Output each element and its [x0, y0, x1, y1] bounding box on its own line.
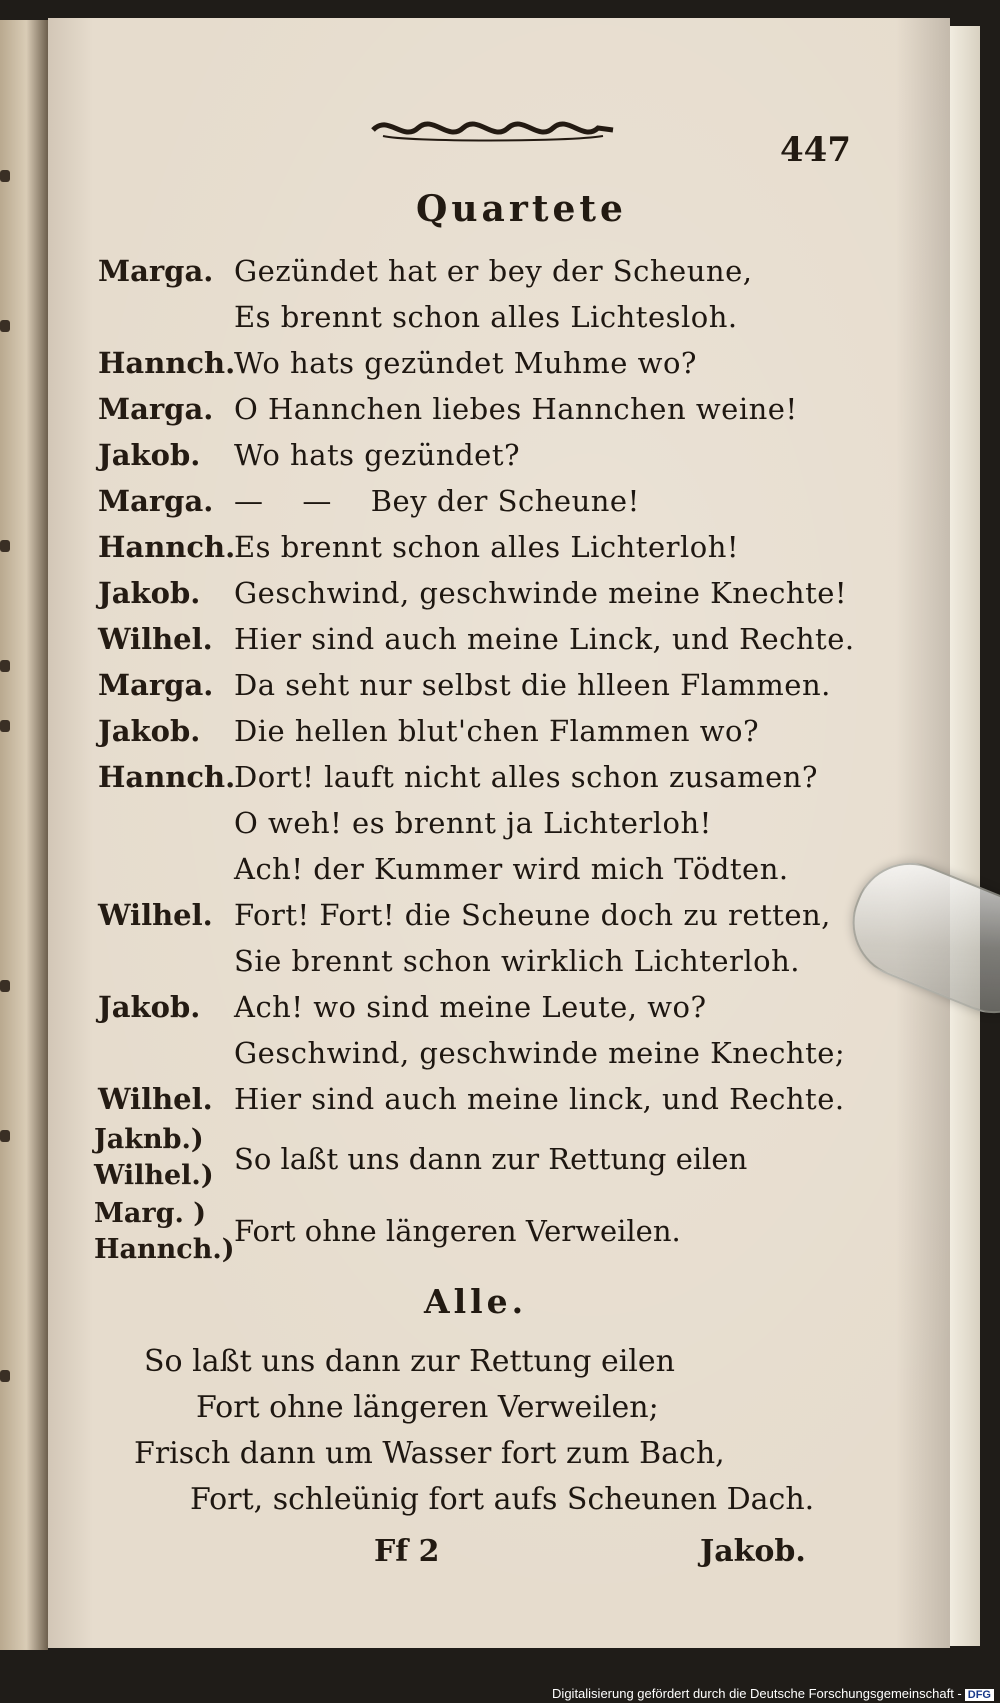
dialogue-line [48, 300, 950, 346]
duet-verse: So laßt uns dann zur Rettung eilen [234, 1142, 748, 1176]
dialogue-line [48, 576, 950, 622]
verse-text: Geschwind, geschwinde meine Knechte! [234, 576, 848, 610]
speaker-name: Hannch. [98, 346, 236, 380]
header-ornament [368, 112, 618, 144]
speaker-name: Wilhel. [98, 622, 213, 656]
verse-text: Da seht nur selbst die hlleen Flammen. [234, 668, 831, 702]
facing-page-edge [0, 20, 48, 1650]
speaker-name: Marga. [98, 392, 214, 426]
verse-text: — — Bey der Scheune! [234, 484, 640, 518]
speaker-name: Marga. [98, 668, 214, 702]
chorus-line: Fort, schleünig fort aufs Scheunen Dach. [190, 1482, 815, 1517]
signature-mark: Ff 2 [374, 1534, 440, 1569]
verse-text: Wo hats gezündet Muhme wo? [234, 346, 697, 380]
speaker-name: Hannch.) [94, 1234, 235, 1265]
speaker-name: Jakob. [98, 990, 201, 1024]
dialogue-line [48, 714, 950, 760]
verse-text: Hier sind auch meine Linck, und Rechte. [234, 622, 855, 656]
verse-text: Ach! wo sind meine Leute, wo? [234, 990, 707, 1024]
speaker-name: Marga. [98, 254, 214, 288]
dialogue-line [48, 1082, 950, 1128]
speaker-name: Jakob. [98, 576, 201, 610]
dialogue-line [48, 392, 950, 438]
dialogue-line [48, 760, 950, 806]
dfg-logo: DFG [965, 1689, 994, 1701]
book-page [48, 18, 950, 1648]
verse-text: Fort! Fort! die Scheune doch zu retten, [234, 898, 831, 932]
speaker-name: Wilhel. [98, 898, 213, 932]
section-heading: Quartete [416, 188, 627, 230]
dialogue-line [48, 898, 950, 944]
verse-text: Die hellen blut'chen Flammen wo? [234, 714, 760, 748]
verse-text: Gezündet hat er bey der Scheune, [234, 254, 753, 288]
duet-speakers [94, 1124, 254, 1196]
verse-text: O Hannchen liebes Hannchen weine! [234, 392, 798, 426]
dialogue-line [48, 1036, 950, 1082]
speaker-name: Wilhel.) [94, 1160, 214, 1191]
verse-text: Wo hats gezündet? [234, 438, 521, 472]
dialogue-line [48, 990, 950, 1036]
dialogue-line [48, 254, 950, 300]
chorus-label: Alle. [424, 1282, 528, 1321]
dialogue-line [48, 944, 950, 990]
dialogue-line [48, 346, 950, 392]
dialogue-line [48, 622, 950, 668]
chorus-line: Fort ohne längeren Verweilen; [196, 1390, 659, 1425]
verse-text: Dort! lauft nicht alles schon zusamen? [234, 760, 818, 794]
verse-text: Es brennt schon alles Lichterloh! [234, 530, 740, 564]
verse-text: Sie brennt schon wirklich Lichterloh. [234, 944, 800, 978]
page-number: 447 [780, 130, 851, 170]
dialogue-line [48, 438, 950, 484]
verse-text: O weh! es brennt ja Lichterloh! [234, 806, 712, 840]
speaker-name: Jakob. [98, 438, 201, 472]
dialogue-line [48, 806, 950, 852]
dialogue-line [48, 484, 950, 530]
speaker-name: Jakob. [98, 714, 201, 748]
verse-text: Hier sind auch meine linck, und Rechte. [234, 1082, 845, 1116]
page-fore-edge [950, 26, 980, 1646]
speaker-name: Jaknb.) [94, 1124, 204, 1155]
speaker-name: Marga. [98, 484, 214, 518]
verse-text: Geschwind, geschwinde meine Knechte; [234, 1036, 846, 1070]
dialogue-line [48, 668, 950, 714]
duet-verse: Fort ohne längeren Verweilen. [234, 1214, 681, 1248]
speaker-name: Marg. ) [94, 1198, 207, 1229]
duet-speakers [94, 1198, 254, 1270]
chorus-line: So laßt uns dann zur Rettung eilen [144, 1344, 675, 1379]
chorus-line: Frisch dann um Wasser fort zum Bach, [134, 1436, 725, 1471]
catchword: Jakob. [700, 1534, 806, 1569]
verse-text: Ach! der Kummer wird mich Tödten. [234, 852, 789, 886]
digitization-credit [552, 1686, 994, 1701]
dialogue-line [48, 530, 950, 576]
speaker-name: Hannch. [98, 760, 236, 794]
verse-text: Es brennt schon alles Lichtesloh. [234, 300, 738, 334]
dialogue-line [48, 852, 950, 898]
speaker-name: Hannch. [98, 530, 236, 564]
credit-text: Digitalisierung gefördert durch die Deutsche Forschungsgemeinschaft - [552, 1686, 962, 1701]
speaker-name: Wilhel. [98, 1082, 213, 1116]
